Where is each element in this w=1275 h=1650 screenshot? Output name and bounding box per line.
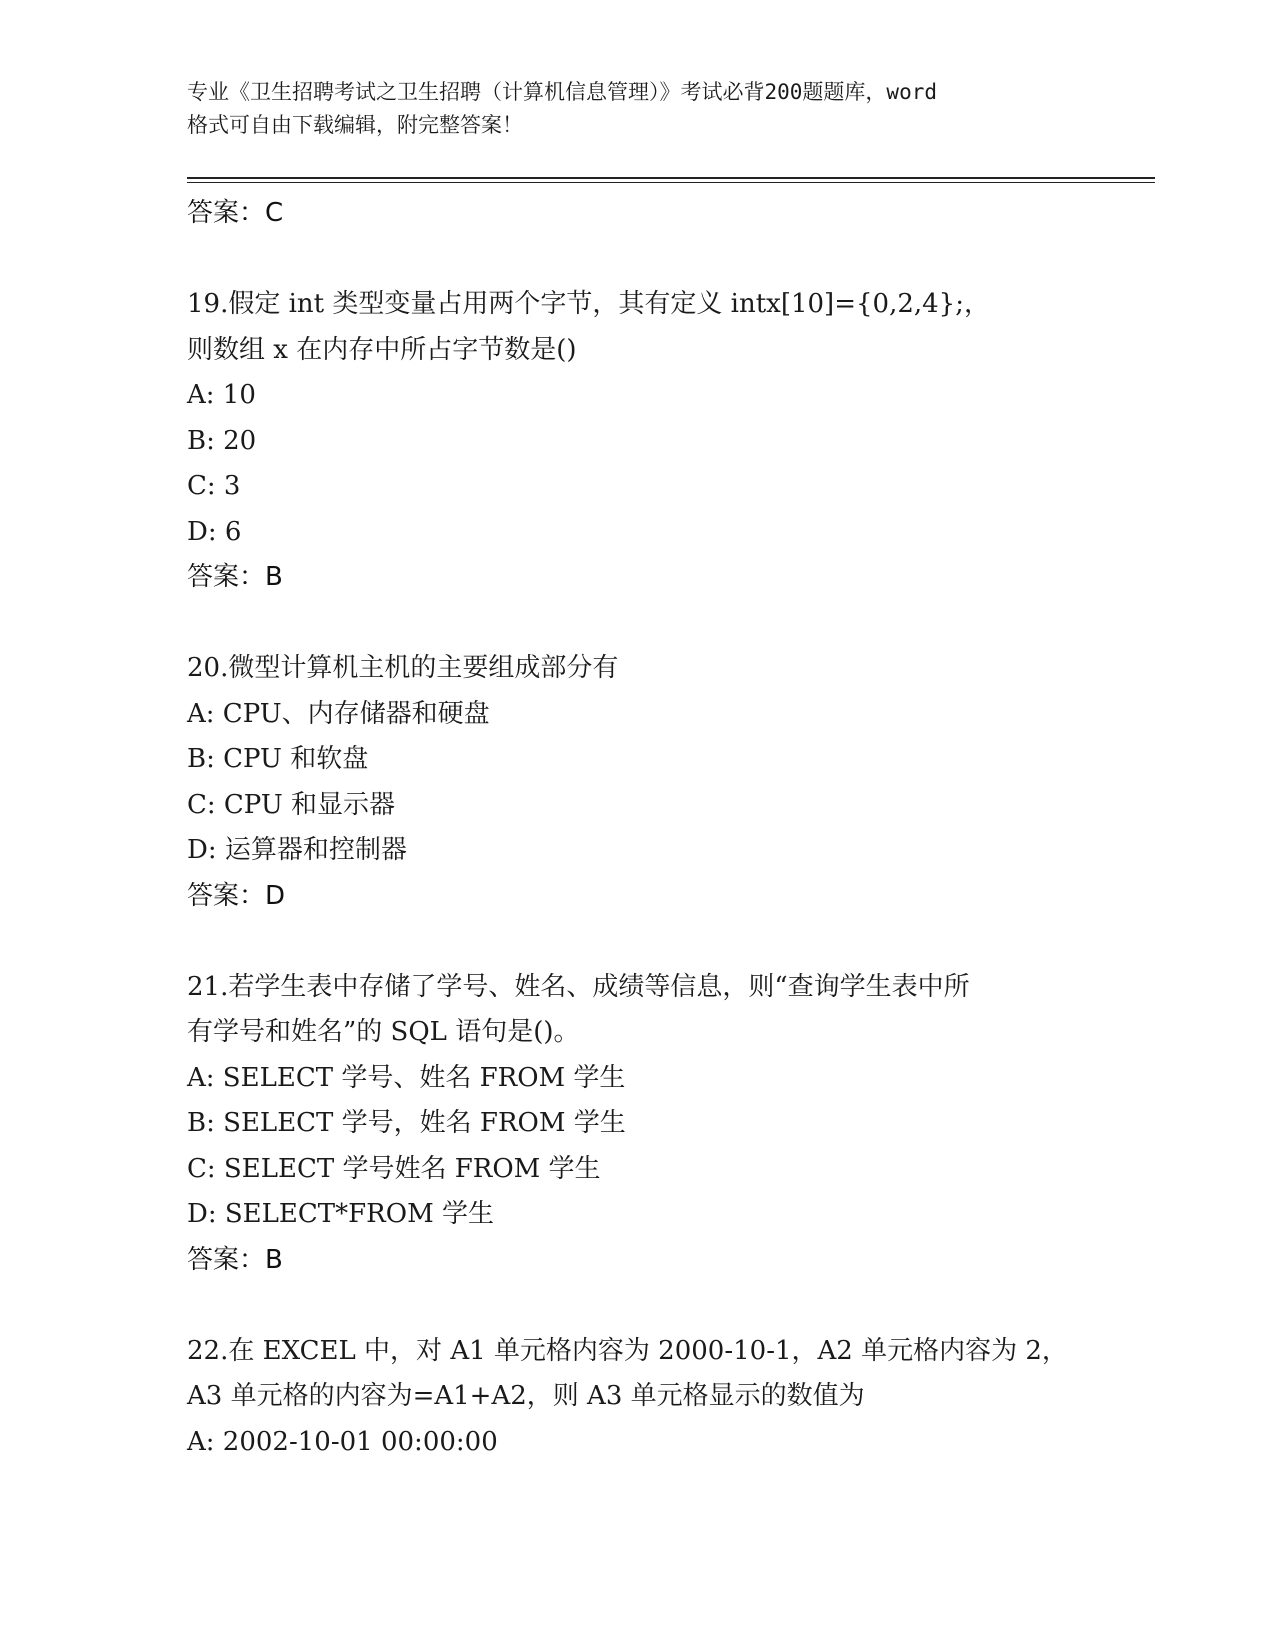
question-text-line: 20.微型计算机主机的主要组成部分有 [187, 653, 619, 683]
option-c: C: CPU 和显示器 [187, 789, 396, 820]
option-c: C: 3 [187, 471, 241, 501]
question-22 [187, 1329, 1127, 1466]
question-19 [187, 282, 1127, 601]
answer: 答案：B [187, 562, 283, 592]
option-a: A: 2002-10-01 00:00:00 [187, 1426, 498, 1457]
question-20 [187, 646, 1127, 919]
option-d: D: 运算器和控制器 [187, 835, 407, 865]
option-a: A: 10 [187, 380, 256, 410]
option-c: C: SELECT 学号姓名 FROM 学生 [187, 1153, 601, 1184]
spacer [187, 237, 1127, 283]
header-divider-thin [187, 182, 1155, 183]
question-text-line: 21.若学生表中存储了学号、姓名、成绩等信息，则“查询学生表中所 [187, 971, 970, 1002]
question-text-line: 则数组 x 在内存中所占字节数是() [187, 334, 577, 365]
question-text-line: 有学号和姓名”的 SQL 语句是()。 [187, 1017, 580, 1047]
page-header [187, 76, 1087, 142]
question-text-line: 22.在 EXCEL 中，对 A1 单元格内容为 2000-10-1，A2 单元格内容为 2， [187, 1335, 1068, 1366]
option-a: A: SELECT 学号、姓名 FROM 学生 [187, 1062, 626, 1093]
answer: 答案：D [187, 880, 286, 911]
spacer [187, 919, 1127, 965]
option-a: A: CPU、内存储器和硬盘 [187, 698, 490, 729]
header-line-2: 格式可自由下载编辑，附完整答案！ [187, 113, 523, 137]
spacer [187, 1283, 1127, 1329]
question-list [187, 191, 1127, 1465]
question-text-line: A3 单元格的内容为=A1+A2，则 A3 单元格显示的数值为 [187, 1381, 865, 1411]
header-line-1: 专业《卫生招聘考试之卫生招聘（计算机信息管理）》考试必背200题题库，word [187, 80, 937, 104]
option-b: B: SELECT 学号，姓名 FROM 学生 [187, 1108, 626, 1138]
question-text-line: 19.假定 int 类型变量占用两个字节，其有定义 intx[10]={0,2,4};， [187, 289, 990, 319]
option-b: B: 20 [187, 425, 257, 456]
previous-answer: 答案：C [187, 198, 284, 228]
answer: 答案：B [187, 1244, 283, 1275]
option-d: D: SELECT*FROM 学生 [187, 1199, 494, 1229]
spacer [187, 601, 1127, 647]
option-b: B: CPU 和软盘 [187, 744, 369, 774]
header-divider-thick [187, 177, 1155, 179]
question-21 [187, 965, 1127, 1284]
option-d: D: 6 [187, 516, 242, 547]
